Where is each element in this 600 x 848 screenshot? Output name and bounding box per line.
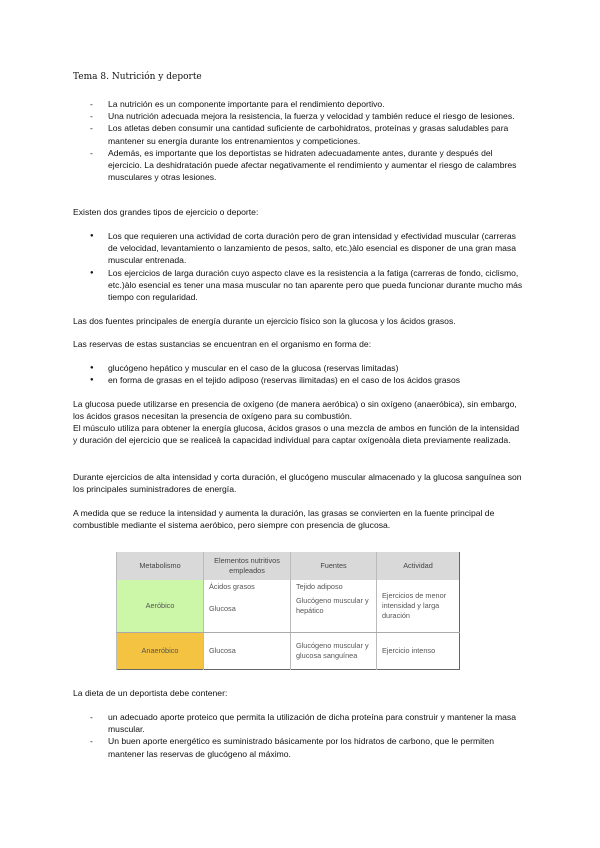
list-item-text: Una nutrición adecuada mejora la resistencia, la fuerza y velocidad y también reduce el riesgo de lesiones. <box>108 111 515 122</box>
intro-list <box>73 98 523 183</box>
activity-cell: Ejercicios de menor intensidad y larga duración <box>377 580 460 633</box>
glucose-paragraph-1: La glucosa puede utilizarse en presencia de oxígeno (de manera aeróbica) o sin oxígeno (anaeróbica), sin embargo, los ácidos grasos necesitan la presencia de oxígeno para su combustión. <box>73 399 517 422</box>
cell-text: Glucógeno muscular y hepático <box>296 596 369 615</box>
list-item-text: en forma de grasas en el tejido adiposo (reservas ilimitadas) en el caso de los ácidos grasos <box>108 375 461 386</box>
glucose-paragraph-2: El músculo utiliza para obtener la energía glucosa, ácidos grasos o una mezcla de ambos en función de la intensidad y duración del ejercicio que se realiceà la capacidad individual para captar oxígenoàla dieta previamente realizada. <box>73 423 520 446</box>
bullet-marker: ● <box>90 377 94 384</box>
list-item-text: glucógeno hepático y muscular en el caso de la glucosa (reservas limitadas) <box>108 363 399 373</box>
list-item-text: Los atletas deben consumir una cantidad suficiente de carbohidratos, proteínas y grasas saludables para mantener su energía durante los entrenamientos y competiciones. <box>108 123 509 146</box>
types-intro: Existen dos grandes tipos de ejercicio o deporte: <box>73 207 259 217</box>
cell-text: Ácidos grasos <box>209 582 255 591</box>
low-intensity-paragraph: A medida que se reduce la intensidad y aumenta la duración, las grasas se convierten en la fuente principal de combustible mediante el sistema aeróbico, pero siempre con presencia de glucosa. <box>73 508 495 531</box>
metabolism-table <box>116 552 460 670</box>
bullet-marker: ● <box>90 365 94 371</box>
list-item <box>73 362 523 374</box>
table-row <box>117 580 460 633</box>
dash-marker: - <box>90 111 93 122</box>
types-list <box>73 230 523 303</box>
list-item <box>73 110 523 122</box>
list-item <box>73 267 523 304</box>
reserves-list <box>73 362 523 386</box>
diet-intro: La dieta de un deportista debe contener: <box>73 688 228 698</box>
table-header-row <box>117 552 460 580</box>
dash-marker: - <box>90 99 93 109</box>
dash-marker: - <box>90 147 93 158</box>
sources-cell <box>291 580 377 633</box>
bullet-marker: ● <box>90 233 94 239</box>
bullet-marker: ● <box>90 269 94 276</box>
list-item-text: La nutrición es un componente importante para el rendimiento deportivo. <box>108 99 385 109</box>
header-cell: Actividad <box>377 552 460 580</box>
list-item <box>73 98 523 110</box>
header-cell: Metabolismo <box>117 552 204 580</box>
metabolism-cell: Aeróbico <box>117 580 204 633</box>
activity-cell: Ejercicio intenso <box>377 633 460 670</box>
elements-cell: Glucosa <box>204 633 291 670</box>
list-item-text: Los que requieren una actividad de corta duración pero de gran intensidad y efectividad muscular (carreras de velocidad, levantamiento o lanzamiento de pesos, salto, etc.)àlo esencial es disponer de una gran masa muscular entrenada. <box>108 231 516 266</box>
list-item-text: Los ejercicios de larga duración cuyo aspecto clave es la resistencia a la fatiga (carreras de fondo, ciclismo, etc.)àlo esencial es tener una masa muscular no tan aparente pero que pueda funcionar durante mucho más tiempo con regularidad. <box>108 267 523 303</box>
list-item-text: Un buen aporte energético es suministrado básicamente por los hidratos de carbono, que le permiten mantener las reservas de glucógeno al máximo. <box>108 736 494 759</box>
sources-cell: Glucógeno muscular y glucosa sanguínea <box>291 633 377 670</box>
header-cell: Fuentes <box>291 552 377 580</box>
list-item <box>73 711 523 735</box>
list-item <box>73 374 523 386</box>
header-cell: Elementos nutritivos empleados <box>204 552 291 580</box>
metabolism-cell: Anaeróbico <box>117 633 204 670</box>
reserves-intro: Las reservas de estas sustancias se encuentran en el organismo en forma de: <box>73 339 372 349</box>
dash-marker: - <box>90 712 93 722</box>
sources-paragraph: Las dos fuentes principales de energía durante un ejercicio físico son la glucosa y los ácidos grasos. <box>73 316 456 326</box>
dash-marker: - <box>90 736 93 747</box>
list-item-text: un adecuado aporte proteico que permita la utilización de dicha proteína para construir y mantener la masa muscular. <box>108 712 516 735</box>
table-row <box>117 633 460 670</box>
high-intensity-paragraph: Durante ejercicios de alta intensidad y corta duración, el glucógeno muscular almacenado y la glucosa sanguínea son los principales suministradores de energía. <box>73 472 522 495</box>
list-item <box>73 147 523 184</box>
list-item <box>73 230 523 267</box>
page-title: Tema 8. Nutrición y deporte <box>73 72 202 82</box>
cell-text: Glucosa <box>209 604 236 613</box>
list-item <box>73 735 523 759</box>
diet-list <box>73 711 523 760</box>
dash-marker: - <box>90 123 93 134</box>
list-item <box>73 122 523 146</box>
elements-cell <box>204 580 291 633</box>
list-item-text: Además, es importante que los deportistas se hidraten adecuadamente antes, durante y después del ejercicio. La deshidratación puede afectar negativamente el rendimiento y aumentar el riesgo de calambres musculares y otras lesiones. <box>108 147 517 183</box>
cell-text: Tejido adiposo <box>296 582 343 591</box>
